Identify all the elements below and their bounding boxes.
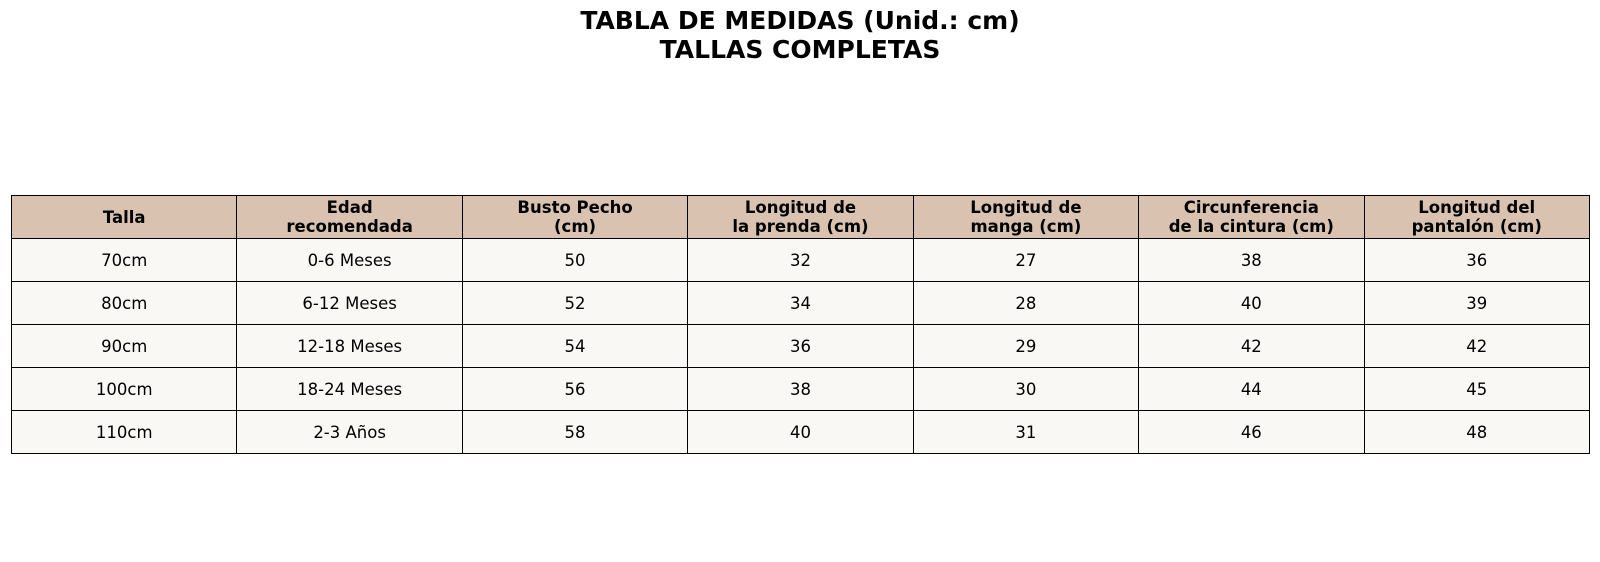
header-label: (cm) [554, 217, 597, 236]
table-cell: 36 [1364, 239, 1589, 282]
table-cell: 80cm [12, 282, 237, 325]
table-cell: 44 [1139, 368, 1364, 411]
table-cell: 70cm [12, 239, 237, 282]
table-cell: 28 [913, 282, 1138, 325]
table-cell: 56 [462, 368, 687, 411]
header-cell-busto [462, 196, 687, 239]
table-cell: 42 [1364, 325, 1589, 368]
table-cell: 42 [1139, 325, 1364, 368]
header-cell-talla [12, 196, 237, 239]
chart-title [0, 6, 1600, 64]
table-cell: 46 [1139, 411, 1364, 454]
table-cell: 0-6 Meses [237, 239, 462, 282]
table-cell: 38 [1139, 239, 1364, 282]
header-cell-longitud-manga [913, 196, 1138, 239]
table-row [12, 411, 1590, 454]
table-cell: 34 [688, 282, 913, 325]
table-cell: 29 [913, 325, 1138, 368]
header-label: Longitud de [744, 198, 857, 217]
header-cell-pantalon [1364, 196, 1589, 239]
table-cell: 48 [1364, 411, 1589, 454]
table-cell: 31 [913, 411, 1138, 454]
table-cell: 45 [1364, 368, 1589, 411]
header-label: Busto Pecho [517, 198, 633, 217]
header-label: de la cintura (cm) [1168, 217, 1334, 236]
header-label: Edad [326, 198, 373, 217]
header-cell-longitud-prenda [688, 196, 913, 239]
chart-title-line-1: TABLA DE MEDIDAS (Unid.: cm) [580, 6, 1020, 35]
table-row [12, 325, 1590, 368]
table-cell: 18-24 Meses [237, 368, 462, 411]
header-label: Circunferencia [1183, 198, 1319, 217]
table-cell: 12-18 Meses [237, 325, 462, 368]
table-cell: 40 [688, 411, 913, 454]
table-cell: 32 [688, 239, 913, 282]
table-cell: 2-3 Años [237, 411, 462, 454]
header-label: pantalón (cm) [1411, 217, 1542, 236]
header-label: manga (cm) [970, 217, 1082, 236]
header-label: recomendada [286, 217, 413, 236]
header-label: Longitud del [1418, 198, 1536, 217]
table-cell: 58 [462, 411, 687, 454]
table-row [12, 239, 1590, 282]
header-label: Longitud de [970, 198, 1082, 217]
table-cell: 100cm [12, 368, 237, 411]
table-cell: 54 [462, 325, 687, 368]
header-cell-edad [237, 196, 462, 239]
header-label: Talla [102, 207, 146, 227]
table-cell: 50 [462, 239, 687, 282]
table-cell: 40 [1139, 282, 1364, 325]
header-label: la prenda (cm) [732, 217, 869, 236]
table-cell: 36 [688, 325, 913, 368]
table-cell: 27 [913, 239, 1138, 282]
header-cell-cintura [1139, 196, 1364, 239]
table-cell: 90cm [12, 325, 237, 368]
header-row [12, 196, 1590, 239]
table-cell: 30 [913, 368, 1138, 411]
table-cell: 39 [1364, 282, 1589, 325]
table-cell: 38 [688, 368, 913, 411]
table-cell: 6-12 Meses [237, 282, 462, 325]
chart-title-line-2: TALLAS COMPLETAS [659, 35, 941, 64]
table-cell: 110cm [12, 411, 237, 454]
table-row [12, 368, 1590, 411]
table-row [12, 282, 1590, 325]
size-table [11, 195, 1590, 454]
table-cell: 52 [462, 282, 687, 325]
